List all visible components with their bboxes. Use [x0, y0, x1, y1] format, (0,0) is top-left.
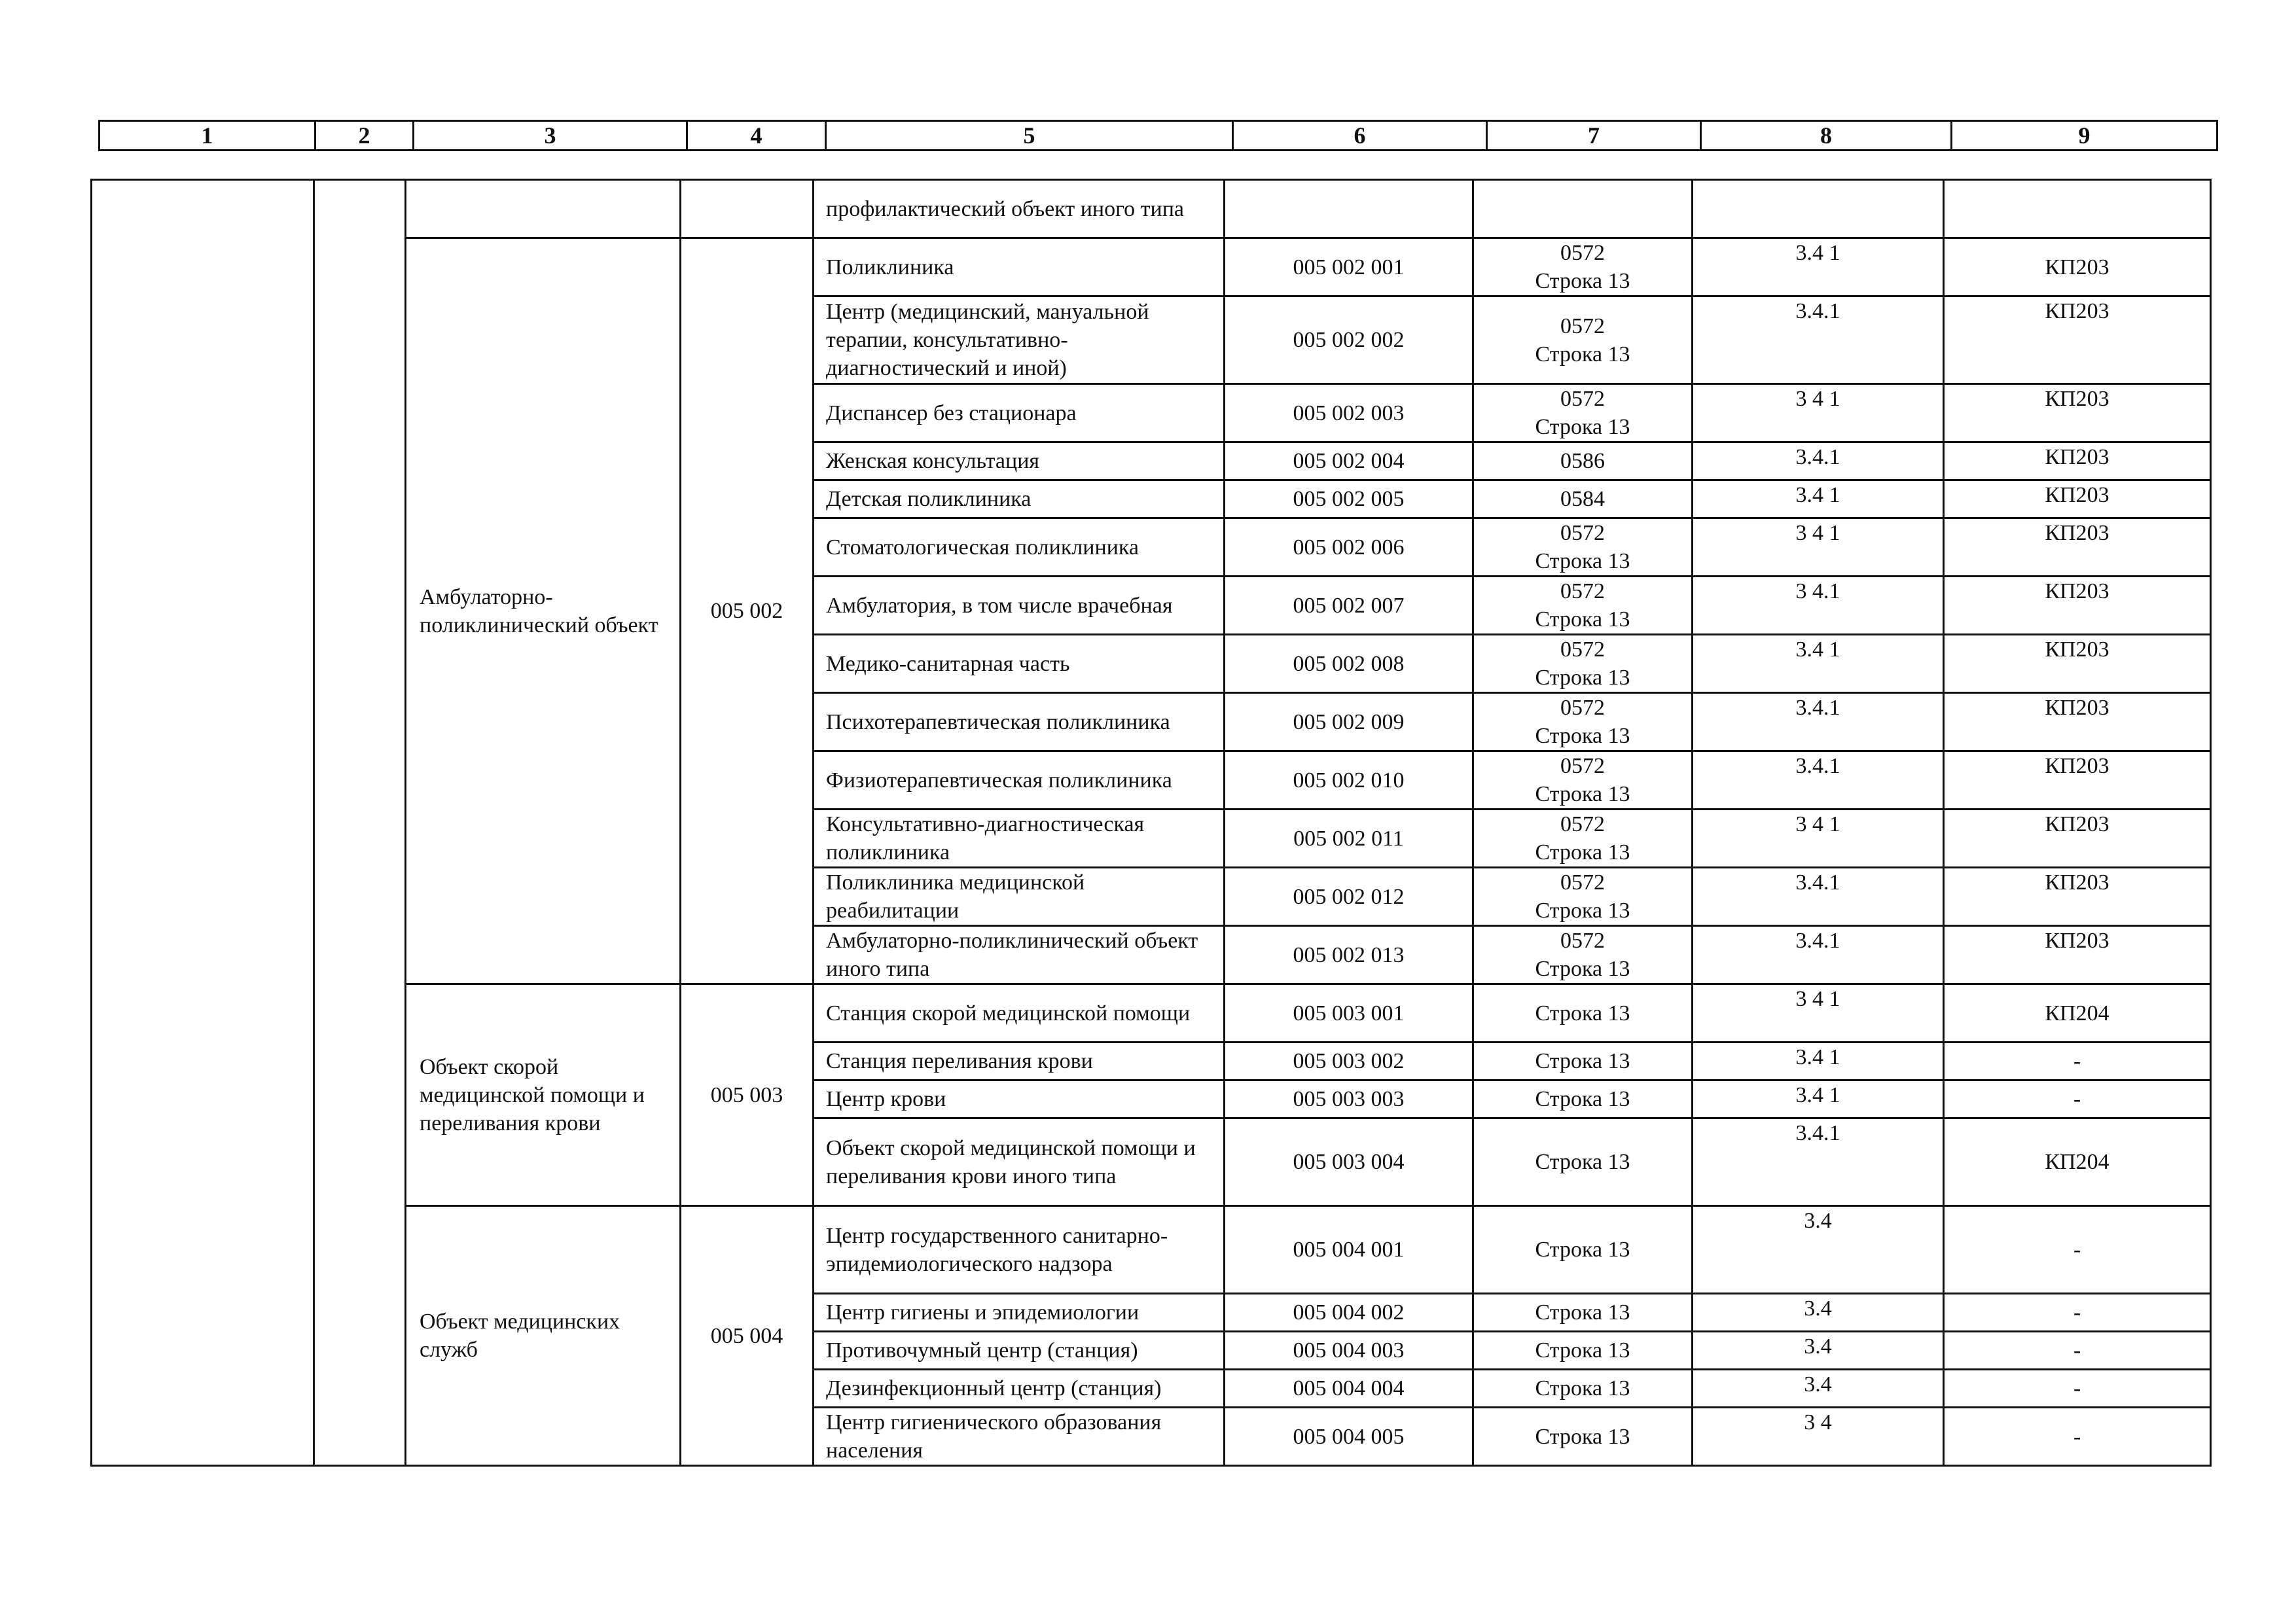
object-code-cell: 005 003 004	[1225, 1118, 1473, 1206]
form-code-cell	[1473, 984, 1693, 1043]
section-ref-cell: 3.4.1	[1693, 442, 1944, 480]
form-code-line: 0584	[1560, 487, 1605, 511]
form-code-line: 0572	[1560, 754, 1605, 778]
col-number-6: 6	[1233, 121, 1487, 151]
section-ref-cell: 3.4	[1693, 1206, 1944, 1294]
object-name-cell: Амбулатория, в том числе врачебная	[814, 577, 1225, 635]
form-code-line: 0586	[1560, 449, 1605, 473]
section-ref-cell: 3 4 1	[1693, 518, 1944, 577]
kp-code-cell: КП204	[1944, 984, 2211, 1043]
col-number-3: 3	[414, 121, 687, 151]
section-ref-cell: 3 4 1	[1693, 384, 1944, 442]
object-code-cell: 005 004 001	[1225, 1206, 1473, 1294]
form-code-cell	[1473, 480, 1693, 518]
object-code-cell: 005 003 003	[1225, 1080, 1473, 1118]
object-name-cell: Амбулаторно-поликлинический объект иного типа	[814, 926, 1225, 984]
object-name-cell: профилактический объект иного типа	[814, 180, 1225, 238]
object-name-cell: Медико-санитарная часть	[814, 635, 1225, 693]
object-name-cell: Центр гигиены и эпидемиологии	[814, 1294, 1225, 1332]
form-code-cell	[1473, 1408, 1693, 1466]
form-code-line: 0572	[1560, 241, 1605, 265]
form-code-cell	[1473, 1206, 1693, 1294]
kp-code-cell: -	[1944, 1332, 2211, 1370]
object-name-cell: Диспансер без стационара	[814, 384, 1225, 442]
table-row	[92, 180, 2211, 238]
col-number-9: 9	[1952, 121, 2217, 151]
object-name-cell: Станция переливания крови	[814, 1043, 1225, 1080]
object-code-cell: 005 003 002	[1225, 1043, 1473, 1080]
col-number-4: 4	[687, 121, 826, 151]
section-ref-cell: 3.4.1	[1693, 751, 1944, 810]
kp-code-cell: -	[1944, 1294, 2211, 1332]
section-ref-empty-cell	[1693, 180, 1944, 238]
kp-code-cell: -	[1944, 1080, 2211, 1118]
object-name-cell: Центр государственного санитарно-эпидемиологического надзора	[814, 1206, 1225, 1294]
group-name-cell: Объект скорой медицинской помощи и переливания крови	[406, 984, 681, 1206]
form-code-line: Строка 13	[1535, 1424, 1630, 1449]
object-name-cell: Стоматологическая поликлиника	[814, 518, 1225, 577]
form-code-line: Строка 13	[1535, 666, 1630, 690]
section-ref-cell: 3.4 1	[1693, 1043, 1944, 1080]
object-code-cell: 005 002 011	[1225, 810, 1473, 868]
kp-code-cell: КП203	[1944, 384, 2211, 442]
object-name-cell: Центр крови	[814, 1080, 1225, 1118]
column-number-header	[98, 120, 2218, 151]
form-code-cell	[1473, 1332, 1693, 1370]
kp-code-cell: КП203	[1944, 238, 2211, 296]
kp-code-cell: КП204	[1944, 1118, 2211, 1206]
form-code-cell	[1473, 577, 1693, 635]
form-code-cell	[1473, 1370, 1693, 1408]
form-code-line: 0572	[1560, 637, 1605, 662]
form-code-cell	[1473, 926, 1693, 984]
kp-code-cell: КП203	[1944, 480, 2211, 518]
form-code-cell	[1473, 518, 1693, 577]
object-name-cell: Поликлиника	[814, 238, 1225, 296]
object-code-cell: 005 002 012	[1225, 868, 1473, 926]
object-code-cell: 005 002 010	[1225, 751, 1473, 810]
col-number-8: 8	[1701, 121, 1952, 151]
form-code-line: Строка 13	[1535, 342, 1630, 366]
form-code-line: Строка 13	[1535, 840, 1630, 865]
object-code-cell: 005 004 003	[1225, 1332, 1473, 1370]
form-code-cell	[1473, 868, 1693, 926]
object-code-cell: 005 002 007	[1225, 577, 1473, 635]
object-code-cell: 005 004 002	[1225, 1294, 1473, 1332]
kp-code-cell: КП203	[1944, 577, 2211, 635]
form-code-line: Строка 13	[1535, 1338, 1630, 1363]
object-code-cell: 005 002 006	[1225, 518, 1473, 577]
section-ref-cell: 3.4.1	[1693, 693, 1944, 751]
classifier-table	[90, 179, 2212, 1467]
table-row	[92, 238, 2211, 296]
section-ref-cell: 3.4	[1693, 1332, 1944, 1370]
group-name-cell: Амбулаторно-поликлинический объект	[406, 238, 681, 984]
section-ref-cell: 3.4 1	[1693, 1080, 1944, 1118]
object-name-cell: Станция скорой медицинской помощи	[814, 984, 1225, 1043]
object-name-cell: Физиотерапевтическая поликлиника	[814, 751, 1225, 810]
object-code-cell: 005 002 009	[1225, 693, 1473, 751]
group-code-cell: 005 003	[681, 984, 814, 1206]
form-code-cell	[1473, 1080, 1693, 1118]
kp-code-cell: КП203	[1944, 693, 2211, 751]
section-ref-cell: 3.4	[1693, 1370, 1944, 1408]
object-name-cell: Центр гигиенического образования населения	[814, 1408, 1225, 1466]
form-code-line: 0572	[1560, 929, 1605, 953]
object-code-cell: 005 002 001	[1225, 238, 1473, 296]
col-number-1: 1	[99, 121, 315, 151]
kp-code-cell: КП203	[1944, 296, 2211, 384]
object-name-cell: Женская консультация	[814, 442, 1225, 480]
form-code-line: 0572	[1560, 696, 1605, 720]
col-number-5: 5	[826, 121, 1233, 151]
kp-code-cell: -	[1944, 1370, 2211, 1408]
kp-code-cell: КП203	[1944, 442, 2211, 480]
kp-code-cell: КП203	[1944, 810, 2211, 868]
section-ref-cell: 3.4 1	[1693, 480, 1944, 518]
section-ref-cell: 3 4 1	[1693, 984, 1944, 1043]
section-ref-cell: 3 4.1	[1693, 577, 1944, 635]
kp-code-cell: КП203	[1944, 751, 2211, 810]
section-ref-cell: 3.4.1	[1693, 296, 1944, 384]
object-code-cell: 005 002 002	[1225, 296, 1473, 384]
form-code-line: Строка 13	[1535, 415, 1630, 439]
form-code-line: Строка 13	[1535, 957, 1630, 981]
object-code-cell: 005 004 005	[1225, 1408, 1473, 1466]
object-code-cell: 005 002 005	[1225, 480, 1473, 518]
object-name-cell: Центр (медицинский, мануальной терапии, консультативно-диагностический и иной)	[814, 296, 1225, 384]
form-code-line: Строка 13	[1535, 782, 1630, 806]
form-code-line: 0572	[1560, 812, 1605, 836]
form-code-line: Строка 13	[1535, 1087, 1630, 1111]
form-code-line: Строка 13	[1535, 1376, 1630, 1400]
section-ref-cell: 3.4 1	[1693, 635, 1944, 693]
object-code-cell: 005 002 003	[1225, 384, 1473, 442]
form-code-line: 0572	[1560, 313, 1605, 338]
col1-empty-cell	[92, 180, 314, 1466]
form-code-cell	[1473, 1118, 1693, 1206]
object-name-cell: Психотерапевтическая поликлиника	[814, 693, 1225, 751]
kp-code-cell: -	[1944, 1206, 2211, 1294]
section-ref-cell: 3 4	[1693, 1408, 1944, 1466]
object-code-cell: 005 004 004	[1225, 1370, 1473, 1408]
column-number-row	[99, 121, 2217, 151]
group-name-empty-cell	[406, 180, 681, 238]
form-code-cell	[1473, 1294, 1693, 1332]
form-code-line: Строка 13	[1535, 724, 1630, 748]
group-code-cell: 005 002	[681, 238, 814, 984]
form-code-line: 0572	[1560, 870, 1605, 895]
form-code-cell	[1473, 384, 1693, 442]
col2-empty-cell	[314, 180, 406, 1466]
kp-code-cell: КП203	[1944, 635, 2211, 693]
form-code-line: Строка 13	[1535, 607, 1630, 632]
kp-code-cell: -	[1944, 1408, 2211, 1466]
object-name-cell: Поликлиника медицинской реабилитации	[814, 868, 1225, 926]
form-code-line: 0572	[1560, 521, 1605, 545]
kp-code-cell: КП203	[1944, 926, 2211, 984]
form-code-line: Строка 13	[1535, 1300, 1630, 1325]
object-code-cell: 005 003 001	[1225, 984, 1473, 1043]
kp-code-empty-cell	[1944, 180, 2211, 238]
form-code-cell	[1473, 810, 1693, 868]
form-code-cell	[1473, 296, 1693, 384]
section-ref-cell: 3.4.1	[1693, 1118, 1944, 1206]
object-name-cell: Дезинфекционный центр (станция)	[814, 1370, 1225, 1408]
object-name-cell: Противочумный центр (станция)	[814, 1332, 1225, 1370]
form-code-line: 0572	[1560, 387, 1605, 411]
form-code-line: 0572	[1560, 579, 1605, 603]
col-number-2: 2	[315, 121, 414, 151]
form-code-cell	[1473, 751, 1693, 810]
form-code-line: Строка 13	[1535, 1049, 1630, 1073]
table-row	[92, 1206, 2211, 1294]
kp-code-cell: -	[1944, 1043, 2211, 1080]
section-ref-cell: 3.4	[1693, 1294, 1944, 1332]
form-code-cell	[1473, 1043, 1693, 1080]
form-code-empty-cell	[1473, 180, 1693, 238]
object-code-empty-cell	[1225, 180, 1473, 238]
group-code-cell: 005 004	[681, 1206, 814, 1466]
form-code-cell	[1473, 238, 1693, 296]
object-name-cell: Детская поликлиника	[814, 480, 1225, 518]
form-code-cell	[1473, 635, 1693, 693]
form-code-line: Строка 13	[1535, 1238, 1630, 1262]
form-code-line: Строка 13	[1535, 899, 1630, 923]
form-code-line: Строка 13	[1535, 269, 1630, 293]
object-code-cell: 005 002 008	[1225, 635, 1473, 693]
group-code-empty-cell	[681, 180, 814, 238]
form-code-line: Строка 13	[1535, 1150, 1630, 1174]
section-ref-cell: 3.4.1	[1693, 868, 1944, 926]
group-name-cell: Объект медицинских служб	[406, 1206, 681, 1466]
object-code-cell: 005 002 013	[1225, 926, 1473, 984]
kp-code-cell: КП203	[1944, 518, 2211, 577]
section-ref-cell: 3 4 1	[1693, 810, 1944, 868]
object-name-cell: Объект скорой медицинской помощи и переливания крови иного типа	[814, 1118, 1225, 1206]
form-code-cell	[1473, 442, 1693, 480]
form-code-line: Строка 13	[1535, 1001, 1630, 1026]
section-ref-cell: 3.4.1	[1693, 926, 1944, 984]
form-code-line: Строка 13	[1535, 549, 1630, 573]
object-name-cell: Консультативно-диагностическая поликлиника	[814, 810, 1225, 868]
form-code-cell	[1473, 693, 1693, 751]
object-code-cell: 005 002 004	[1225, 442, 1473, 480]
col-number-7: 7	[1487, 121, 1701, 151]
section-ref-cell: 3.4 1	[1693, 238, 1944, 296]
kp-code-cell: КП203	[1944, 868, 2211, 926]
table-row	[92, 984, 2211, 1043]
